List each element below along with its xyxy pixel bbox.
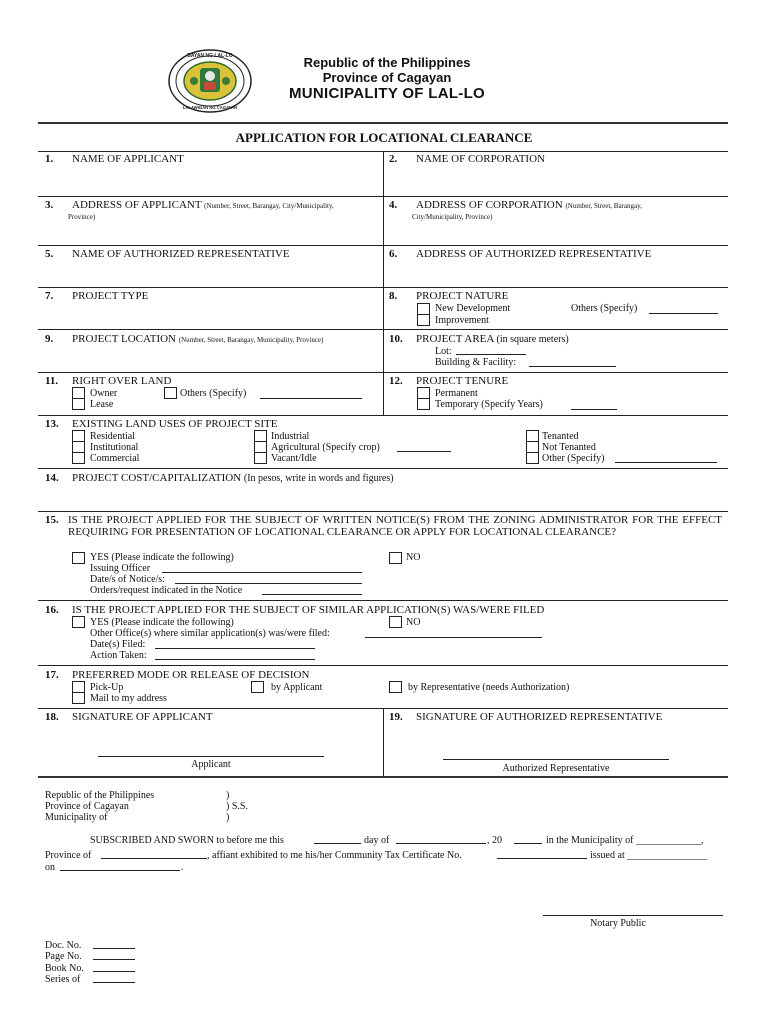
letterhead [262, 55, 512, 102]
similar-no-label: NO [406, 617, 421, 628]
checkbox-others-land[interactable] [164, 387, 177, 399]
page-no-label: Page No. [45, 951, 82, 962]
checkbox-by-applicant[interactable] [251, 681, 264, 693]
issuing-officer-label: Issuing Officer [90, 563, 151, 574]
jurat-day-of: day of [364, 835, 390, 846]
jurat-on-line[interactable] [60, 870, 180, 871]
svg-text:LALAWIGAN NG CAGAYAN: LALAWIGAN NG CAGAYAN [182, 105, 238, 110]
row-rule [38, 600, 728, 601]
row-rule [38, 372, 728, 373]
by-representative-label: by Representative (needs Authorization) [408, 682, 570, 693]
notary-public-caption: Notary Public [590, 918, 646, 929]
row-rule [38, 415, 728, 416]
field-authorized-representative[interactable]: 5. NAME OF AUTHORIZED REPRESENTATIVE [45, 248, 290, 260]
others-land-line[interactable] [260, 398, 362, 399]
checkbox-by-representative[interactable] [389, 681, 402, 693]
column-divider [383, 151, 384, 415]
jurat-year-line[interactable] [514, 843, 542, 844]
address-corporation-note: City/Municipality, Province) [412, 213, 493, 221]
venue-paren-3: ) [226, 812, 230, 823]
vacant-label: Vacant/Idle [271, 453, 317, 464]
svg-text:BAYAN NG LAL-LO: BAYAN NG LAL-LO [187, 53, 233, 59]
action-taken-label: Action Taken: [90, 650, 147, 661]
lot-line[interactable] [456, 354, 526, 355]
building-label: Building & Facility: [435, 357, 517, 368]
venue-paren-1: ) [226, 790, 230, 801]
field-address-of-corporation[interactable]: 4. ADDRESS OF CORPORATION (Number, Street, Barangay, [389, 199, 642, 211]
jurat-affiant: , affiant exhibited to me his/her Community Tax Certificate No. [207, 850, 462, 861]
checkbox-mail[interactable] [72, 692, 85, 704]
others-specify-line[interactable] [649, 313, 718, 314]
owner-label: Owner [90, 388, 118, 399]
signature-divider [383, 708, 384, 776]
checkbox-lease[interactable] [72, 398, 85, 410]
applicant-caption: Applicant [191, 759, 231, 770]
tenanted-label: Tenanted [542, 431, 579, 442]
notice-dates-line[interactable] [175, 583, 362, 584]
page-no-line[interactable] [93, 959, 135, 960]
checkbox-temporary[interactable] [417, 398, 430, 410]
mail-label: Mail to my address [90, 693, 167, 704]
row-rule [38, 665, 728, 666]
checkbox-notice-no[interactable] [389, 552, 402, 564]
row-rule [38, 329, 728, 330]
field-existing-land-uses: 13. EXISTING LAND USES OF PROJECT SITE [45, 418, 278, 430]
field-signature-applicant: 18. SIGNATURE OF APPLICANT [45, 711, 213, 723]
doc-no-line[interactable] [93, 948, 135, 949]
checkbox-other-use[interactable] [526, 452, 539, 464]
venue-ss: ) S.S. [226, 801, 248, 812]
agricultural-crop-line[interactable] [397, 451, 451, 452]
address-applicant-note: Province) [68, 213, 96, 221]
agricultural-label: Agricultural (Specify crop) [271, 442, 380, 453]
dates-filed-label: Date(s) Filed: [90, 639, 146, 650]
permanent-label: Permanent [435, 388, 478, 399]
jurat-year-prefix: , 20 [487, 835, 502, 846]
municipal-seal [166, 48, 254, 114]
orders-line[interactable] [262, 594, 362, 595]
others-land-label: Others (Specify) [180, 388, 247, 399]
notary-divider [38, 776, 728, 778]
field-project-area: 10. PROJECT AREA (in square meters) [389, 333, 569, 345]
residential-label: Residential [90, 431, 135, 442]
checkbox-similar-no[interactable] [389, 616, 402, 628]
field-project-cost[interactable]: 14. PROJECT COST/CAPITALIZATION (In pesos, write in words and figures) [45, 472, 394, 484]
row-rule [38, 245, 728, 246]
industrial-label: Industrial [271, 431, 310, 442]
new-development-label: New Development [435, 303, 511, 314]
row-rule [38, 287, 728, 288]
action-taken-line[interactable] [155, 659, 315, 660]
pickup-label: Pick-Up [90, 682, 124, 693]
institutional-label: Institutional [90, 442, 139, 453]
lease-label: Lease [90, 399, 114, 410]
field-address-of-applicant[interactable]: 3. ADDRESS OF APPLICANT (Number, Street, Barangay, City/Municipality, [45, 199, 334, 211]
checkbox-vacant[interactable] [254, 452, 267, 464]
venue-municipality: Municipality of [45, 812, 108, 823]
checkbox-commercial[interactable] [72, 452, 85, 464]
checkbox-similar-yes[interactable] [72, 616, 85, 628]
building-line[interactable] [529, 366, 616, 367]
issuing-officer-line[interactable] [162, 572, 362, 573]
series-of-line[interactable] [93, 982, 135, 983]
orders-label: Orders/request indicated in the Notice [90, 585, 243, 596]
doc-no-label: Doc. No. [45, 940, 82, 951]
notary-signature-line[interactable] [543, 915, 723, 916]
form-title: APPLICATION FOR LOCATIONAL CLEARANCE [235, 130, 533, 145]
other-offices-line[interactable] [365, 637, 542, 638]
field-preferred-mode: 17. PREFERRED MODE OR RELEASE OF DECISION [45, 669, 310, 681]
other-offices-label: Other Office(s) where similar application(s) was/were filed: [90, 628, 330, 639]
temporary-years-line[interactable] [571, 409, 617, 410]
field-project-type[interactable]: 7. PROJECT TYPE [45, 290, 149, 302]
row-rule [38, 511, 728, 512]
item-16-question: 16. IS THE PROJECT APPLIED FOR THE SUBJECT OF SIMILAR APPLICATION(S) WAS/WERE FILED [45, 604, 545, 616]
jurat-month-line[interactable] [396, 843, 486, 844]
jurat-ctc-line[interactable] [497, 858, 587, 859]
header-province: Province of Cagayan [322, 70, 452, 85]
row-rule [38, 196, 728, 197]
notice-no-label: NO [406, 552, 421, 563]
jurat-on: on [45, 862, 55, 873]
representative-caption: Authorized Representative [502, 763, 610, 774]
item-15-question: IS THE PROJECT APPLIED FOR THE SUBJECT OF WRITTEN NOTICE(S) FROM THE ZONING ADMINISTRATOR FOR THE EFFECT REQUIRING FOR PRESENTATION OF LOCATIONAL CLEARANCE OR APPLY FOR LOCATIONAL CLEARANCE? [68, 514, 722, 538]
similar-yes-label: YES (Please indicate the following) [90, 617, 234, 628]
field-name-of-applicant[interactable]: 1. NAME OF APPLICANT [45, 153, 184, 165]
not-tenanted-label: Not Tenanted [542, 442, 596, 453]
temporary-label: Temporary (Specify Years) [435, 399, 543, 410]
jurat-subscribed: SUBSCRIBED AND SWORN to before me this [90, 835, 284, 846]
other-use-label: Other (Specify) [542, 453, 605, 464]
checkbox-notice-yes[interactable] [72, 552, 85, 564]
book-no-label: Book No. [45, 963, 84, 974]
commercial-label: Commercial [90, 453, 140, 464]
jurat-period: . [181, 862, 184, 873]
dates-filed-line[interactable] [155, 648, 315, 649]
venue-country: Republic of the Philippines [45, 790, 155, 801]
header-municipality: MUNICIPALITY OF LAL-LO [288, 85, 486, 102]
field-right-over-land: 11. RIGHT OVER LAND [45, 375, 172, 387]
notice-yes-label: YES (Please indicate the following) [90, 552, 234, 563]
jurat-issued-at: issued at ________________ [590, 850, 708, 861]
checkbox-improvement[interactable] [417, 314, 430, 326]
improvement-label: Improvement [435, 315, 489, 326]
others-specify-label: Others (Specify) [571, 303, 638, 314]
header-country: Republic of the Philippines [303, 55, 471, 70]
field-address-of-representative[interactable]: 6. ADDRESS OF AUTHORIZED REPRESENTATIVE [389, 248, 652, 260]
field-project-nature: 8. PROJECT NATURE [389, 290, 509, 302]
field-name-of-corporation[interactable]: 2. NAME OF CORPORATION [389, 153, 545, 165]
representative-signature-line[interactable] [443, 759, 669, 760]
jurat-day-line[interactable] [314, 843, 361, 844]
field-project-location[interactable]: 9. PROJECT LOCATION (Number, Street, Barangay, Municipality, Province) [45, 333, 324, 345]
applicant-signature-line[interactable] [98, 756, 324, 757]
notice-dates-label: Date/s of Notice/s: [90, 574, 165, 585]
row-rule [38, 468, 728, 469]
by-applicant-label: by Applicant [271, 682, 323, 693]
field-project-tenure: 12. PROJECT TENURE [389, 375, 509, 387]
venue-province: Province of Cagayan [45, 801, 129, 812]
jurat-province-of: Province of [45, 850, 92, 861]
field-signature-representative: 19. SIGNATURE OF AUTHORIZED REPRESENTATIVE [389, 711, 663, 723]
lot-label: Lot: [435, 346, 452, 357]
other-use-line[interactable] [615, 462, 717, 463]
header-divider [38, 122, 728, 124]
jurat-municipality: in the Municipality of _____________, [546, 835, 704, 846]
jurat-province-line[interactable] [101, 858, 207, 859]
series-of-label: Series of [45, 974, 81, 985]
book-no-line[interactable] [93, 971, 135, 972]
item-15-number: 15. [45, 514, 59, 526]
